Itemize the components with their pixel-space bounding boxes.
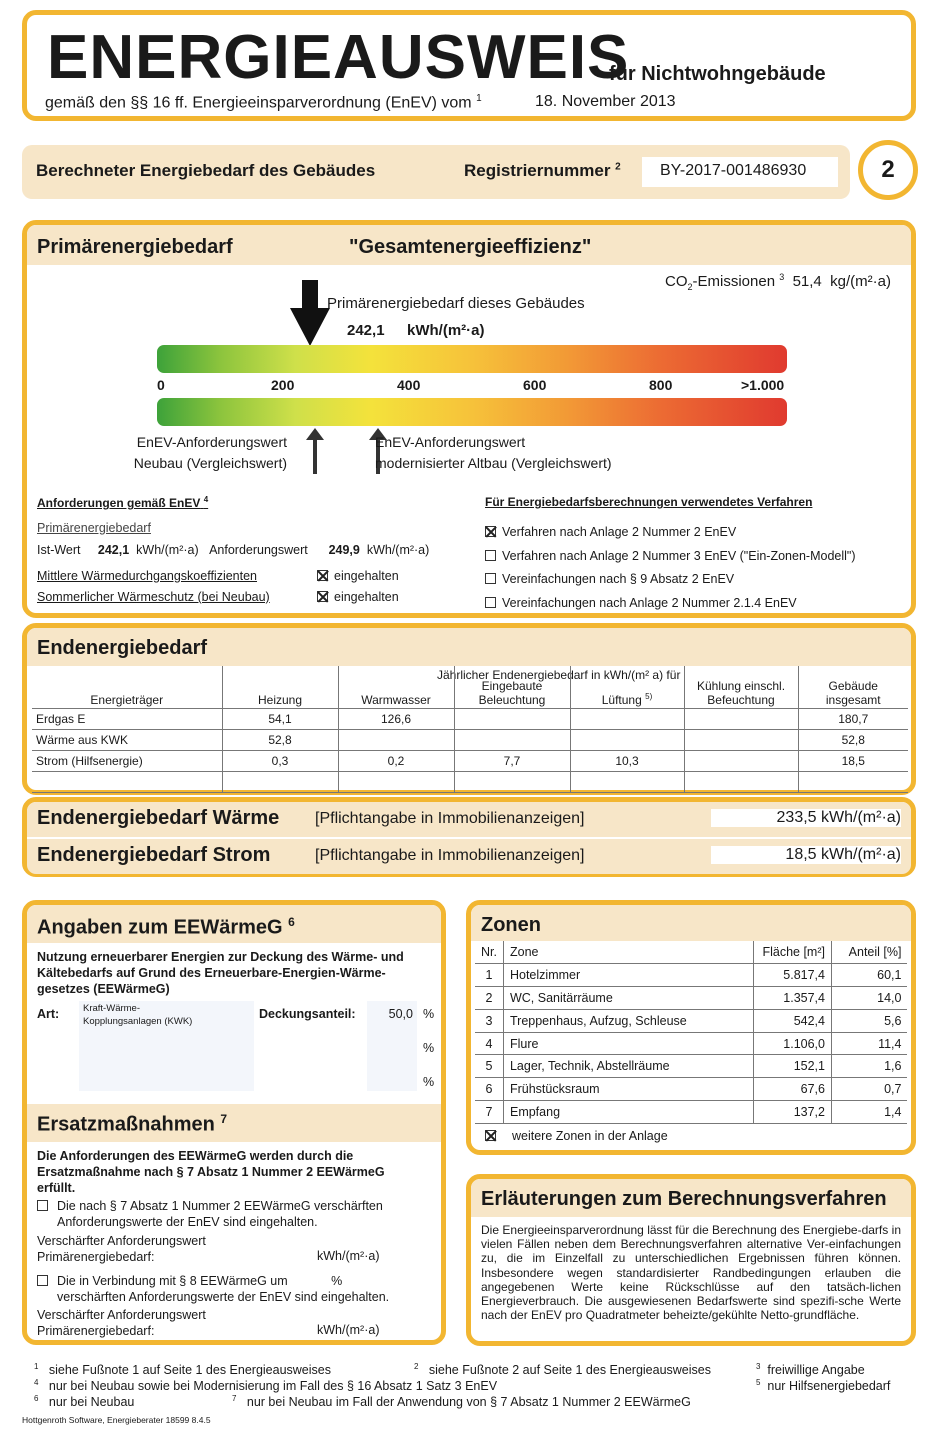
- footnote-7: $^7$ nur bei Neubau im Fall der Anwendung von § 7 Absatz 1 Nummer 2 EEWärmeG: [232, 1394, 691, 1410]
- col-header: Energieträger: [32, 666, 222, 708]
- regnum-value: BY-2017-001486930: [642, 157, 838, 187]
- doc-title: ENERGIEAUSWEIS: [47, 23, 630, 92]
- summer-protection-label: Sommerlicher Wärmeschutz (bei Neubau): [37, 590, 270, 604]
- summer-protection-status: eingehalten: [317, 590, 399, 604]
- col-header: Fläche [m²]: [753, 941, 831, 964]
- col-header: Anteil [%]: [831, 941, 907, 964]
- table-cell: 5,6: [831, 1009, 907, 1032]
- table-cell: 10,3: [570, 750, 684, 771]
- building-marker-arrow: [290, 280, 330, 346]
- footnote-3: $^3$ freiwillige Angabe: [756, 1362, 865, 1378]
- col-header: Heizung: [222, 666, 338, 708]
- requirements-heading: Anforderungen gemäß EnEV $^4$: [37, 495, 209, 510]
- doc-subtitle: für Nichtwohngebäude: [609, 63, 826, 85]
- table-cell: [798, 771, 908, 792]
- final-energy-box: [22, 623, 916, 795]
- table-cell: [32, 771, 222, 792]
- table-cell: 5.817,4: [753, 964, 831, 987]
- table-cell: Flure: [503, 1032, 753, 1055]
- table-cell: 1.357,4: [753, 987, 831, 1010]
- heat-demand-value: 233,5 kWh/(m²·a): [711, 809, 901, 827]
- ersatz-option-2: Die in Verbindung mit § 8 EEWärmeG um % verschärften Anforderungswerte der EnEV sind eingehalten.: [37, 1273, 437, 1305]
- efficiency-scale-bar-top: [157, 345, 787, 373]
- zones-box: [466, 900, 916, 1155]
- footnote-6: $^6$ nur bei Neubau: [34, 1394, 135, 1410]
- col-header: Warmwasser: [338, 666, 454, 708]
- co2-emissions: $CO_2$-Emissionen $^3$ 51,4 kg/(m²·a): [665, 272, 891, 292]
- table-cell: 18,5: [798, 750, 908, 771]
- table-cell: Erdgas E: [32, 708, 222, 729]
- checkbox-checked-icon: [317, 570, 328, 581]
- power-demand-label: Endenergiebedarf Strom: [37, 844, 271, 866]
- table-cell: 0,2: [338, 750, 454, 771]
- explanation-box: [466, 1174, 916, 1346]
- table-row: [475, 1055, 907, 1078]
- table-cell: 60,1: [831, 964, 907, 987]
- scale-tick: 0: [157, 377, 165, 393]
- table-row: [475, 1078, 907, 1101]
- eewaermeg-intro: Nutzung erneuerbarer Energien zur Deckung des Wärme- und Kältebedarfs auf Grund des Erneuerbare-Energien-Wärme-gesetzes (EEWärmeG): [37, 950, 404, 996]
- law-date: 18. November 2013: [535, 93, 676, 110]
- table-cell: Lager, Technik, Abstellräume: [503, 1055, 753, 1078]
- table-cell: Wärme aus KWK: [32, 729, 222, 750]
- table-cell: 0,7: [831, 1078, 907, 1101]
- this-building-value: 242,1: [347, 322, 385, 339]
- calc-label: Berechneter Energiebedarf des Gebäudes: [36, 161, 376, 180]
- table-cell: 5: [475, 1055, 503, 1078]
- table-row: [32, 750, 908, 771]
- checkbox-icon: [485, 597, 496, 608]
- pct-2: %: [423, 1041, 435, 1055]
- table-cell: [454, 771, 570, 792]
- software-credit: Hottgenroth Software, Energieberater 18599 8.4.5: [22, 1415, 211, 1425]
- table-cell: Treppenhaus, Aufzug, Schleuse: [503, 1009, 753, 1032]
- power-demand-row: [27, 839, 911, 874]
- table-row: [475, 987, 907, 1010]
- power-demand-note: [Pflichtangabe in Immobilienanzeigen]: [315, 847, 585, 864]
- final-energy-title: Endenergiebedarf: [37, 637, 208, 659]
- col-header: Gebäude insgesamt: [798, 666, 908, 708]
- table-row: [32, 729, 908, 750]
- table-cell: [338, 771, 454, 792]
- table-cell: 2: [475, 987, 503, 1010]
- table-cell: 1,6: [831, 1055, 907, 1078]
- art-label: Art:: [37, 1007, 60, 1021]
- table-cell: 152,1: [753, 1055, 831, 1078]
- pct-3: %: [423, 1075, 435, 1089]
- explanation-text: Die Energieeinsparverordnung lässt für die Berechnung des Energiebe-darfs in vielen Fällen neben dem Berechnungsverfahren alternative Ver-einfachungen zu, die im Einzelfall zu unterschiedlichen Ergebnissen führen können. Insbesondere wegen standardisierter Randbedingungen erlauben die angegebenen Werte keine Rückschlüsse auf den tatsäch-lichen Energieverbrauch. Die ausgewiesenen Bedarfswerte sind spezifi-sche Werte nach der EnEV pro Quadratmeter beheizte/gekühlte Netto-grundfläche.: [481, 1223, 901, 1323]
- this-building-label: Primärenergiebedarf dieses Gebäudes: [327, 295, 585, 312]
- table-header-row: [32, 666, 908, 708]
- method-option: Vereinfachungen nach § 9 Absatz 2 EnEV: [485, 572, 734, 586]
- heat-demand-row: [27, 802, 911, 837]
- table-cell: 542,4: [753, 1009, 831, 1032]
- table-row: [475, 1101, 907, 1124]
- zones-title: Zonen: [481, 914, 541, 936]
- table-cell: [570, 729, 684, 750]
- table-cell: [570, 708, 684, 729]
- col-header: Eingebaute Beleuchtung: [454, 666, 570, 708]
- eewaermeg-title: Angaben zum EEWärmeG $^6$: [37, 915, 295, 939]
- registration-bar: [22, 145, 850, 199]
- page-number: 2: [858, 140, 918, 200]
- req-new-arrow-icon: [310, 428, 320, 474]
- deckung-label: Deckungsanteil:: [259, 1007, 356, 1021]
- table-cell: 4: [475, 1032, 503, 1055]
- pe-subheading: Primärenergiebedarf: [37, 521, 151, 535]
- footnote-5: $^5$ nur Hilfsenergiebedarf: [756, 1378, 891, 1394]
- table-cell: 126,6: [338, 708, 454, 729]
- efficiency-title: "Gesamtenergieeffizienz": [349, 236, 592, 258]
- explanation-title: Erläuterungen zum Berechnungsverfahren: [481, 1188, 887, 1210]
- scale-tick: 400: [397, 377, 421, 393]
- ersatz-intro: Die Anforderungen des EEWärmeG werden durch die Ersatzmaßnahme nach § 7 Absatz 1 Nummer 2 EEWärmeG erfüllt.: [37, 1149, 385, 1195]
- primary-title: Primärenergiebedarf: [37, 236, 233, 258]
- table-row: [32, 708, 908, 729]
- table-cell: 1.106,0: [753, 1032, 831, 1055]
- table-row: [475, 1032, 907, 1055]
- heat-demand-note: [Pflichtangabe in Immobilienanzeigen]: [315, 810, 585, 827]
- this-building-unit: kWh/(m²·a): [407, 322, 485, 339]
- primary-energy-box: [22, 220, 916, 618]
- table-cell: [684, 771, 798, 792]
- v2-label: Verschärfter Anforderungswert Primärenergiebedarf:: [37, 1308, 206, 1338]
- col-header: Kühlung einschl. Befeuchtung: [684, 666, 798, 708]
- table-cell: 67,6: [753, 1078, 831, 1101]
- table-cell: 52,8: [798, 729, 908, 750]
- table-cell: 3: [475, 1009, 503, 1032]
- footnote-4: $^4$ nur bei Neubau sowie bei Modernisierung im Fall des § 16 Absatz 1 Satz 3 EnEV: [34, 1378, 498, 1394]
- table-cell: 11,4: [831, 1032, 907, 1055]
- zones-header-row: [475, 941, 907, 964]
- footnote-2: $^2$ siehe Fußnote 2 auf Seite 1 des Energieausweises: [414, 1362, 711, 1378]
- table-cell: [684, 750, 798, 771]
- col-header: Zone: [503, 941, 753, 964]
- table-cell: Strom (Hilfsenergie): [32, 750, 222, 771]
- table-cell: 1,4: [831, 1101, 907, 1124]
- scale-tick: >1.000: [741, 377, 785, 393]
- art-field: Kraft-Wärme- Kopplungsanlagen (KWK): [79, 1001, 254, 1091]
- ersatz-title: Ersatzmaßnahmen $^7$: [37, 1112, 228, 1136]
- table-row: [475, 964, 907, 987]
- table-cell: Frühstücksraum: [503, 1078, 753, 1101]
- v2-unit: kWh/(m²·a): [317, 1323, 380, 1337]
- regnum-label: Registriernummer $^2$: [464, 161, 621, 180]
- table-cell: [454, 729, 570, 750]
- table-cell: Hotelzimmer: [503, 964, 753, 987]
- table-cell: [570, 771, 684, 792]
- table-cell: 180,7: [798, 708, 908, 729]
- methods-heading: Für Energiebedarfsberechnungen verwendetes Verfahren: [485, 495, 813, 509]
- table-cell: [454, 708, 570, 729]
- req-mod-label: EnEV-Anforderungswert modernisierter Altbau (Vergleichswert): [375, 434, 612, 471]
- table-cell: [338, 729, 454, 750]
- table-row: [32, 771, 908, 792]
- table-cell: 1: [475, 964, 503, 987]
- method-option: Verfahren nach Anlage 2 Nummer 3 EnEV ("Ein-Zonen-Modell"): [485, 549, 856, 563]
- footnote-1: $^1$ siehe Fußnote 1 auf Seite 1 des Energieausweises: [34, 1362, 331, 1378]
- scale-tick: 600: [523, 377, 547, 393]
- checkbox-checked-icon: [485, 526, 496, 537]
- scale-tick: 800: [649, 377, 673, 393]
- final-energy-summary: [22, 797, 916, 877]
- efficiency-scale-bar-bottom: [157, 398, 787, 426]
- table-cell: [684, 708, 798, 729]
- checkbox-icon: [485, 550, 496, 561]
- deckung-value: 50,0: [367, 1001, 417, 1091]
- header-box: [22, 10, 916, 121]
- final-energy-table: [32, 666, 908, 793]
- u-values-status: eingehalten: [317, 569, 399, 583]
- req-new-label: EnEV-Anforderungswert Neubau (Vergleichswert): [133, 434, 287, 471]
- power-demand-value: 18,5 kWh/(m²·a): [711, 846, 901, 864]
- more-zones: weitere Zonen in der Anlage: [485, 1129, 668, 1143]
- heat-demand-label: Endenergiebedarf Wärme: [37, 807, 280, 829]
- pct-1: %: [423, 1007, 435, 1021]
- v1-label: Verschärfter Anforderungswert Primärenergiebedarf:: [37, 1234, 206, 1264]
- final-energy-group-head: Jährlicher Endenergiebedarf in kWh/(m² a) für: [437, 668, 681, 682]
- v1-unit: kWh/(m²·a): [317, 1249, 380, 1263]
- table-cell: Empfang: [503, 1101, 753, 1124]
- table-cell: 6: [475, 1078, 503, 1101]
- table-cell: [684, 729, 798, 750]
- table-cell: 7,7: [454, 750, 570, 771]
- checkbox-checked-icon: [317, 591, 328, 602]
- zones-table: [475, 941, 907, 1124]
- table-cell: 54,1: [222, 708, 338, 729]
- method-option: Vereinfachungen nach Anlage 2 Nummer 2.1.4 EnEV: [485, 596, 797, 610]
- table-cell: 7: [475, 1101, 503, 1124]
- table-cell: WC, Sanitärräume: [503, 987, 753, 1010]
- table-cell: 52,8: [222, 729, 338, 750]
- method-option: Verfahren nach Anlage 2 Nummer 2 EnEV: [485, 525, 736, 539]
- table-cell: 14,0: [831, 987, 907, 1010]
- table-cell: [222, 771, 338, 792]
- u-values-label: Mittlere Wärmedurchgangskoeffizienten: [37, 569, 258, 583]
- scale-tick: 200: [271, 377, 295, 393]
- checkbox-icon: [485, 573, 496, 584]
- table-row: [475, 1009, 907, 1032]
- checkbox-checked-icon: [485, 1130, 496, 1141]
- table-cell: 0,3: [222, 750, 338, 771]
- eewaermeg-box: [22, 900, 446, 1345]
- table-cell: 137,2: [753, 1101, 831, 1124]
- ist-wert-row: Ist-Wert 242,1 kWh/(m²·a) Anforderungswert 249,9 kWh/(m²·a): [37, 543, 430, 557]
- law-line: gemäß den §§ 16 ff. Energieeinsparverordnung (EnEV) vom $^1$: [45, 93, 482, 112]
- checkbox-icon: [37, 1275, 48, 1286]
- col-header: Nr.: [475, 941, 503, 964]
- checkbox-icon: [37, 1200, 48, 1211]
- col-header: Lüftung $^{5)}$: [570, 666, 684, 708]
- ersatz-option-1: Die nach § 7 Absatz 1 Nummer 2 EEWärmeG verschärften Anforderungswerte der EnEV sind eingehalten.: [37, 1198, 437, 1230]
